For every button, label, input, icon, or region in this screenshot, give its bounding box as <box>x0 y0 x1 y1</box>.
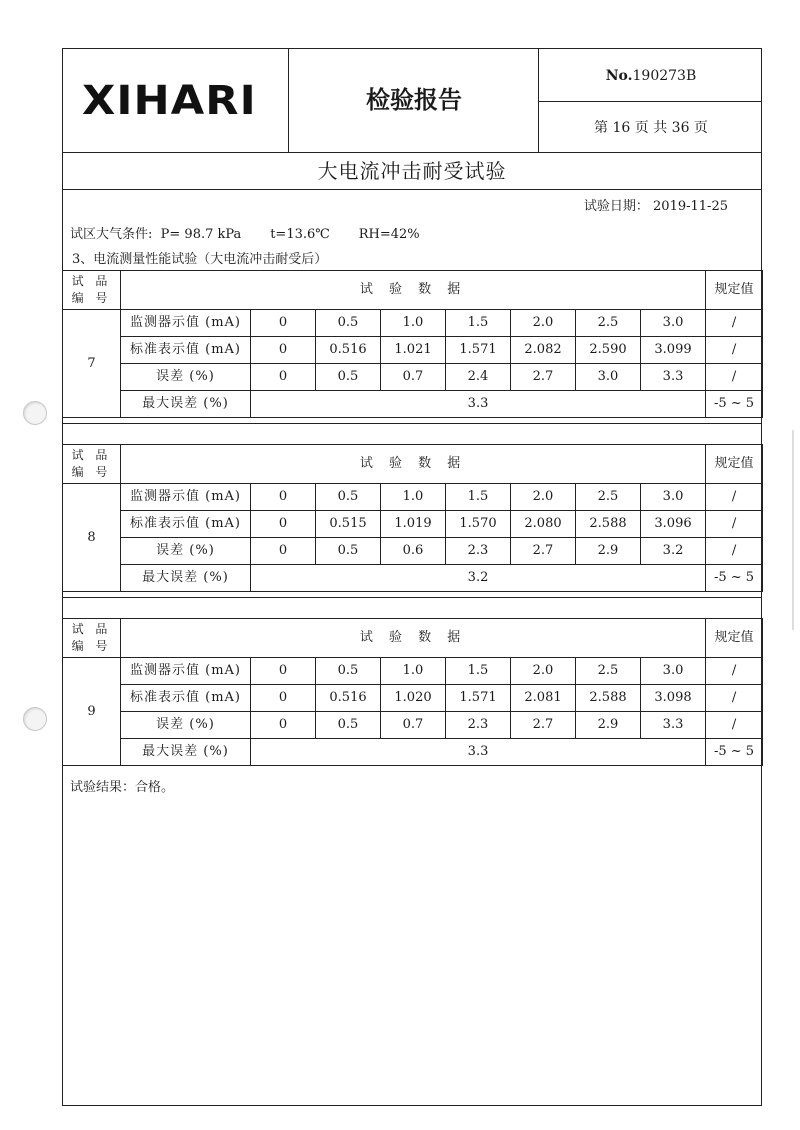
scan-edge-mark <box>792 430 794 630</box>
data-cell: 2.3 <box>446 712 511 739</box>
spec-cell: / <box>706 538 763 565</box>
data-cell: 2.5 <box>576 658 641 685</box>
data-cell: 2.0 <box>511 658 576 685</box>
sub-heading: 3、电流测量性能试验（大电流冲击耐受后） <box>72 252 328 267</box>
page-info: 第 16 页 共 36 页 <box>594 120 708 136</box>
report-number-label: No. <box>605 68 633 84</box>
row-label: 监测器示值 (mA) <box>121 658 251 685</box>
row-label: 最大误差 (%) <box>121 739 251 766</box>
data-cell: 2.7 <box>511 712 576 739</box>
row-label: 标准表示值 (mA) <box>121 685 251 712</box>
punch-hole-top <box>23 401 47 425</box>
table-header-row <box>63 445 763 484</box>
row-label: 最大误差 (%) <box>121 391 251 418</box>
spec-cell: / <box>706 310 763 337</box>
sample-table <box>62 444 763 592</box>
report-title: 检验报告 <box>366 86 462 114</box>
sample-id: 8 <box>63 484 121 592</box>
row-label: 监测器示值 (mA) <box>121 310 251 337</box>
test-data-header: 试 验 数 据 <box>121 619 706 658</box>
monitor-reading-row <box>63 658 763 685</box>
data-cell: 1.571 <box>446 337 511 364</box>
spec-cell: / <box>706 364 763 391</box>
punch-hole-bottom <box>23 707 47 731</box>
data-cell: 1.5 <box>446 310 511 337</box>
data-cell: 1.021 <box>381 337 446 364</box>
table-top-rule <box>62 270 762 271</box>
row-label: 标准表示值 (mA) <box>121 337 251 364</box>
data-cell: 2.7 <box>511 538 576 565</box>
max-error-row <box>63 565 763 592</box>
data-cell: 1.571 <box>446 685 511 712</box>
data-cell: 3.0 <box>641 310 706 337</box>
data-cell: 1.5 <box>446 658 511 685</box>
data-cell: 2.080 <box>511 511 576 538</box>
data-cell: 1.0 <box>381 310 446 337</box>
row-label: 最大误差 (%) <box>121 565 251 592</box>
data-cell: 2.081 <box>511 685 576 712</box>
sample-table <box>62 618 763 766</box>
data-cell: 0.7 <box>381 364 446 391</box>
data-cell: 3.0 <box>641 484 706 511</box>
data-cell: 0 <box>251 511 316 538</box>
data-cell: 0 <box>251 364 316 391</box>
data-cell: 2.0 <box>511 310 576 337</box>
table-gap-rule <box>62 597 762 598</box>
test-result: 试验结果：合格。 <box>70 780 175 795</box>
data-cell: 2.5 <box>576 310 641 337</box>
spec-cell: / <box>706 658 763 685</box>
data-cell: 2.590 <box>576 337 641 364</box>
spec-range: -5 ~ 5 <box>706 739 763 766</box>
data-cell: 0.6 <box>381 538 446 565</box>
row-label: 误差 (%) <box>121 538 251 565</box>
spec-cell: / <box>706 337 763 364</box>
spec-cell: / <box>706 685 763 712</box>
data-cell: 3.096 <box>641 511 706 538</box>
max-error-row <box>63 739 763 766</box>
data-cell: 0.5 <box>316 310 381 337</box>
spec-range: -5 ~ 5 <box>706 565 763 592</box>
data-cell: 0.7 <box>381 712 446 739</box>
table-header-row <box>63 271 763 310</box>
sample-id: 7 <box>63 310 121 418</box>
data-cell: 2.9 <box>576 538 641 565</box>
data-cell: 2.7 <box>511 364 576 391</box>
row-label: 误差 (%) <box>121 364 251 391</box>
data-cell: 1.570 <box>446 511 511 538</box>
data-cell: 1.020 <box>381 685 446 712</box>
data-cell: 2.4 <box>446 364 511 391</box>
data-cell: 1.019 <box>381 511 446 538</box>
data-cell: 0.5 <box>316 538 381 565</box>
table-header-row <box>63 619 763 658</box>
spec-cell: / <box>706 511 763 538</box>
spec-range: -5 ~ 5 <box>706 391 763 418</box>
table-gap-rule <box>62 423 762 424</box>
data-cell: 1.0 <box>381 658 446 685</box>
header-right-split <box>538 101 762 102</box>
row-label: 监测器示值 (mA) <box>121 484 251 511</box>
data-cell: 0 <box>251 685 316 712</box>
data-cell: 0.5 <box>316 712 381 739</box>
data-cell: 0 <box>251 712 316 739</box>
row-label: 标准表示值 (mA) <box>121 511 251 538</box>
data-cell: 0.5 <box>316 484 381 511</box>
atmospheric-conditions: 试区大气条件: P= 98.7 kPa t=13.6℃ RH=42% <box>70 227 420 242</box>
test-data-header: 试 验 数 据 <box>121 445 706 484</box>
max-error-value: 3.2 <box>251 565 706 592</box>
data-cell: 2.3 <box>446 538 511 565</box>
monitor-reading-row <box>63 310 763 337</box>
data-cell: 3.098 <box>641 685 706 712</box>
max-error-value: 3.3 <box>251 739 706 766</box>
sample-table <box>62 270 763 418</box>
data-cell: 1.0 <box>381 484 446 511</box>
data-cell: 0.515 <box>316 511 381 538</box>
test-data-header: 试 验 数 据 <box>121 271 706 310</box>
spec-cell: / <box>706 484 763 511</box>
data-cell: 0 <box>251 337 316 364</box>
sample-id: 9 <box>63 658 121 766</box>
data-cell: 2.0 <box>511 484 576 511</box>
spec-value-header: 规定值 <box>706 619 763 658</box>
data-cell: 0 <box>251 538 316 565</box>
data-cell: 3.0 <box>576 364 641 391</box>
spec-value-header: 规定值 <box>706 445 763 484</box>
spec-cell: / <box>706 712 763 739</box>
data-cell: 0 <box>251 310 316 337</box>
test-date: 试验日期： 2019-11-25 <box>583 199 728 214</box>
section-title-rule <box>62 189 762 190</box>
sample-id-header: 试 品 编 号 <box>63 445 121 484</box>
header-bottom-rule <box>62 152 762 153</box>
row-label: 误差 (%) <box>121 712 251 739</box>
data-cell: 2.5 <box>576 484 641 511</box>
data-cell: 3.2 <box>641 538 706 565</box>
data-cell: 0.5 <box>316 364 381 391</box>
report-number-value: 190273B <box>632 68 697 84</box>
error-row <box>63 364 763 391</box>
report-number <box>540 64 762 88</box>
standard-reading-row <box>63 685 763 712</box>
data-cell: 2.9 <box>576 712 641 739</box>
data-cell: 3.099 <box>641 337 706 364</box>
header-divider-left <box>288 48 289 152</box>
data-cell: 0.516 <box>316 685 381 712</box>
data-cell: 3.0 <box>641 658 706 685</box>
spec-value-header: 规定值 <box>706 271 763 310</box>
data-cell: 1.5 <box>446 484 511 511</box>
data-cell: 3.3 <box>641 364 706 391</box>
company-logo: XIHARI <box>82 78 257 124</box>
data-cell: 0.516 <box>316 337 381 364</box>
max-error-row <box>63 391 763 418</box>
sample-id-header: 试 品 编 号 <box>63 619 121 658</box>
error-row <box>63 538 763 565</box>
sample-id-header: 试 品 编 号 <box>63 271 121 310</box>
header-divider-right <box>538 48 539 152</box>
data-cell: 0.5 <box>316 658 381 685</box>
standard-reading-row <box>63 337 763 364</box>
monitor-reading-row <box>63 484 763 511</box>
data-cell: 3.3 <box>641 712 706 739</box>
data-cell: 0 <box>251 484 316 511</box>
data-cell: 2.588 <box>576 685 641 712</box>
section-title: 大电流冲击耐受试验 <box>317 159 507 183</box>
max-error-value: 3.3 <box>251 391 706 418</box>
standard-reading-row <box>63 511 763 538</box>
data-cell: 2.588 <box>576 511 641 538</box>
data-cell: 0 <box>251 658 316 685</box>
error-row <box>63 712 763 739</box>
data-cell: 2.082 <box>511 337 576 364</box>
